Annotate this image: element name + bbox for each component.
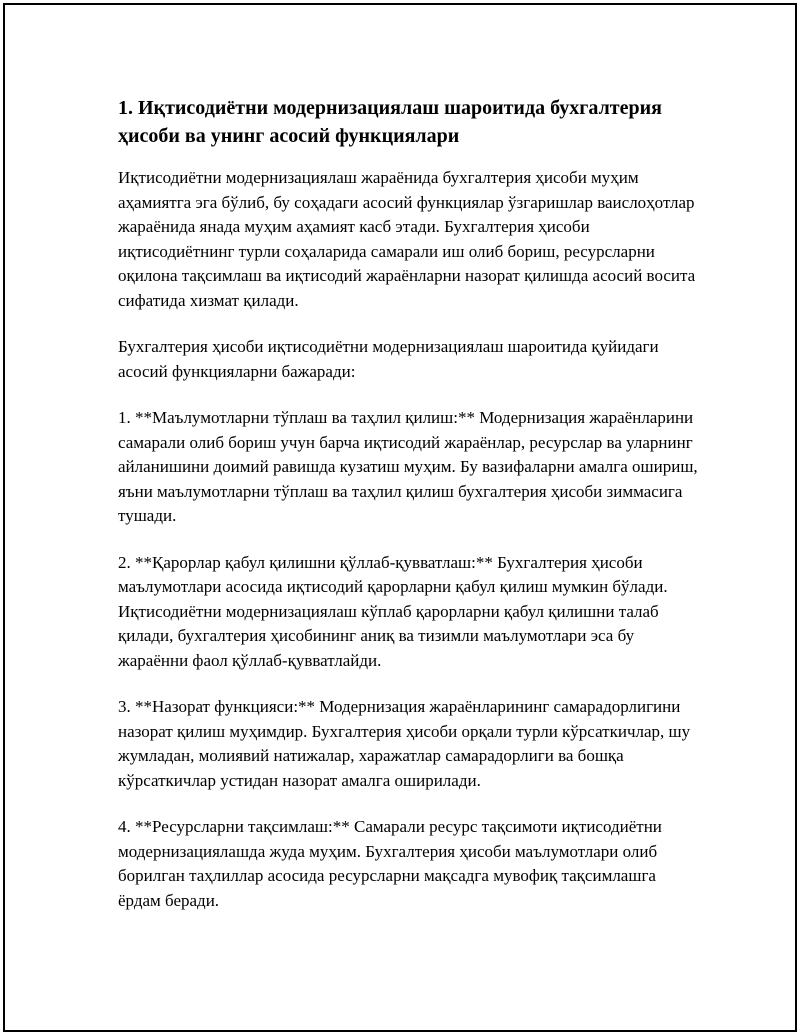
section-heading: 1. Иқтисодиётни модернизациялаш шароитида бухгалтерия ҳисоби ва унинг асосий функциялари xyxy=(118,97,662,147)
function-item-data-collection: 1. **Маълумотларни тўплаш ва таҳлил қилиш:** Модернизация жараёнларини самарали олиб бориш учун барча иқтисодий жараёнлар, ресурслар ва уларнинг айланишини доимий равишда кузатиш муҳим. Бу вазифаларни амалга ошириш, яъни маълумотларни тўплаш ва таҳлил қилиш бухгалтерия ҳисоби зиммасига тушади. xyxy=(118,408,698,525)
intro-paragraph: Иқтисодиётни модернизациялаш жараёнида бухгалтерия ҳисоби муҳим аҳамиятга эга бўлиб, бу соҳадаги асосий функциялар ўзгаришлар ваислоҳотлар жараёнида янада муҳим аҳамият касб этади. Бухгалтерия ҳисоби иқтисодиётнинг турли соҳаларида самарали иш олиб бориш, ресурсларни оқилона тақсимлаш ва иқтисодий жараёнларни назорат қилишда асосий восита сифатида хизмат қилади. xyxy=(118,168,696,310)
function-item-resource-allocation: 4. **Ресурсларни тақсимлаш:** Самарали ресурс тақсимоти иқтисодиётни модернизациялашда жуда муҳим. Бухгалтерия ҳисоби маълумотлари олиб борилган таҳлиллар асосида ресурсларни мақсадга мувофиқ тақсимлашга ёрдам беради. xyxy=(118,817,662,910)
function-item-control: 3. **Назорат функцияси:** Модернизация жараёнларининг самарадорлигини назорат қилиш муҳимдир. Бухгалтерия ҳисоби орқали турли кўрсаткичлар, шу жумладан, молиявий натижалар, харажатлар самарадорлиги ва бошқа кўрсаткичлар устидан назорат амалга оширилади. xyxy=(118,697,691,790)
function-item-decision-support: 2. **Қарорлар қабул қилишни қўллаб-қувватлаш:** Бухгалтерия ҳисоби маълумотлари асосида иқтисодий қарорларни қабул қилиш мумкин бўлади. Иқтисодиётни модернизациялаш кўплаб қарорларни қабул қилишни талаб қилади, бухгалтерия ҳисобининг аниқ ва тизимли маълумотлари эса бу жараённи фаол қўллаб-қувватлайди. xyxy=(118,552,668,670)
document-body xyxy=(118,94,698,935)
functions-intro-paragraph: Бухгалтерия ҳисоби иқтисодиётни модернизациялаш шароитида қуйидаги асосий функцияларни бажаради: xyxy=(118,337,659,381)
